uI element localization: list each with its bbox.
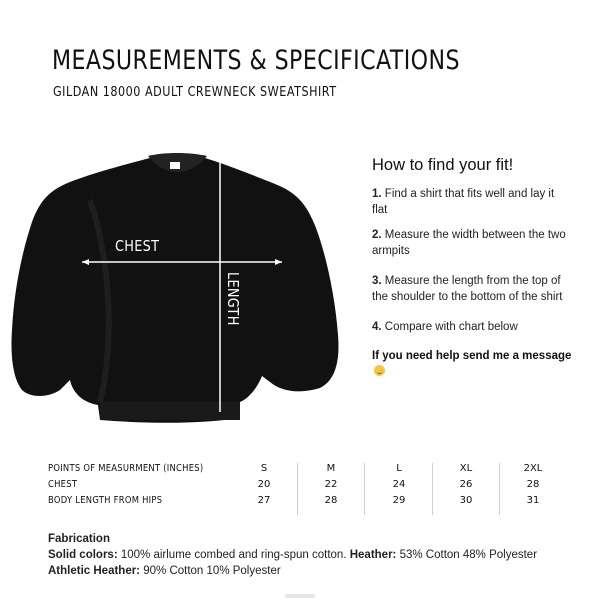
length-label: LENGTH <box>224 272 242 326</box>
fabrication-title: Fabrication <box>48 533 110 545</box>
row-label: CHEST <box>48 479 78 490</box>
watermark-mark <box>285 594 315 598</box>
table-cell: 28 <box>526 479 540 490</box>
fit-guide <box>372 156 572 380</box>
sweatshirt-diagram <box>0 140 350 440</box>
table-header-label: POINTS OF MEASURMENT (INCHES) <box>48 463 204 474</box>
page-title: MEASUREMENTS & SPECIFICATIONS <box>52 45 460 76</box>
table-cell: 30 <box>459 495 473 506</box>
size-header: XL <box>459 463 473 474</box>
fabrication-line-2: Athletic Heather: 90% Cotton 10% Polyester <box>48 565 281 577</box>
fabrication-line-1: Solid colors: 100% airlume combed and ring-spun cotton. Heather: 53% Cotton 48% Polyester <box>48 549 538 561</box>
size-header: 2XL <box>523 463 543 474</box>
table-cell: 27 <box>257 495 271 506</box>
sweatshirt-waistband <box>100 402 240 420</box>
table-row <box>48 479 568 495</box>
row-label: BODY LENGTH FROM HIPS <box>48 495 163 506</box>
fit-guide-title: How to find your fit! <box>372 156 514 174</box>
table-cell: 29 <box>392 495 406 506</box>
table-row <box>48 495 568 511</box>
fabrication-section <box>48 531 593 579</box>
table-cell: 22 <box>324 479 338 490</box>
table-cell: 20 <box>257 479 271 490</box>
sweatshirt-illustration <box>0 140 350 440</box>
smiling-face-icon <box>374 365 385 376</box>
table-cell: 31 <box>526 495 540 506</box>
fit-step-1: 1. Find a shirt that fits well and lay it flat <box>372 188 555 216</box>
size-header: M <box>326 463 336 474</box>
sweatshirt-tag <box>170 162 180 169</box>
chest-label: CHEST <box>115 237 160 255</box>
fit-step-3: 3. Measure the length from the top of the shoulder to the bottom of the shirt <box>372 275 563 303</box>
table-header-row <box>48 463 568 479</box>
table-cell: 24 <box>392 479 406 490</box>
table-cell: 28 <box>324 495 338 506</box>
fit-step-4: 4. Compare with chart below <box>372 321 518 333</box>
sweatshirt-body <box>11 158 338 423</box>
size-header: L <box>396 463 402 474</box>
fit-step-2: 2. Measure the width between the two armpits <box>372 229 566 257</box>
product-subtitle: GILDAN 18000 ADULT CREWNECK SWEATSHIRT <box>53 85 337 100</box>
table-cell: 26 <box>459 479 473 490</box>
size-chart-table <box>48 463 568 511</box>
size-header: S <box>260 463 268 474</box>
help-message: If you need help send me a message <box>372 348 572 380</box>
